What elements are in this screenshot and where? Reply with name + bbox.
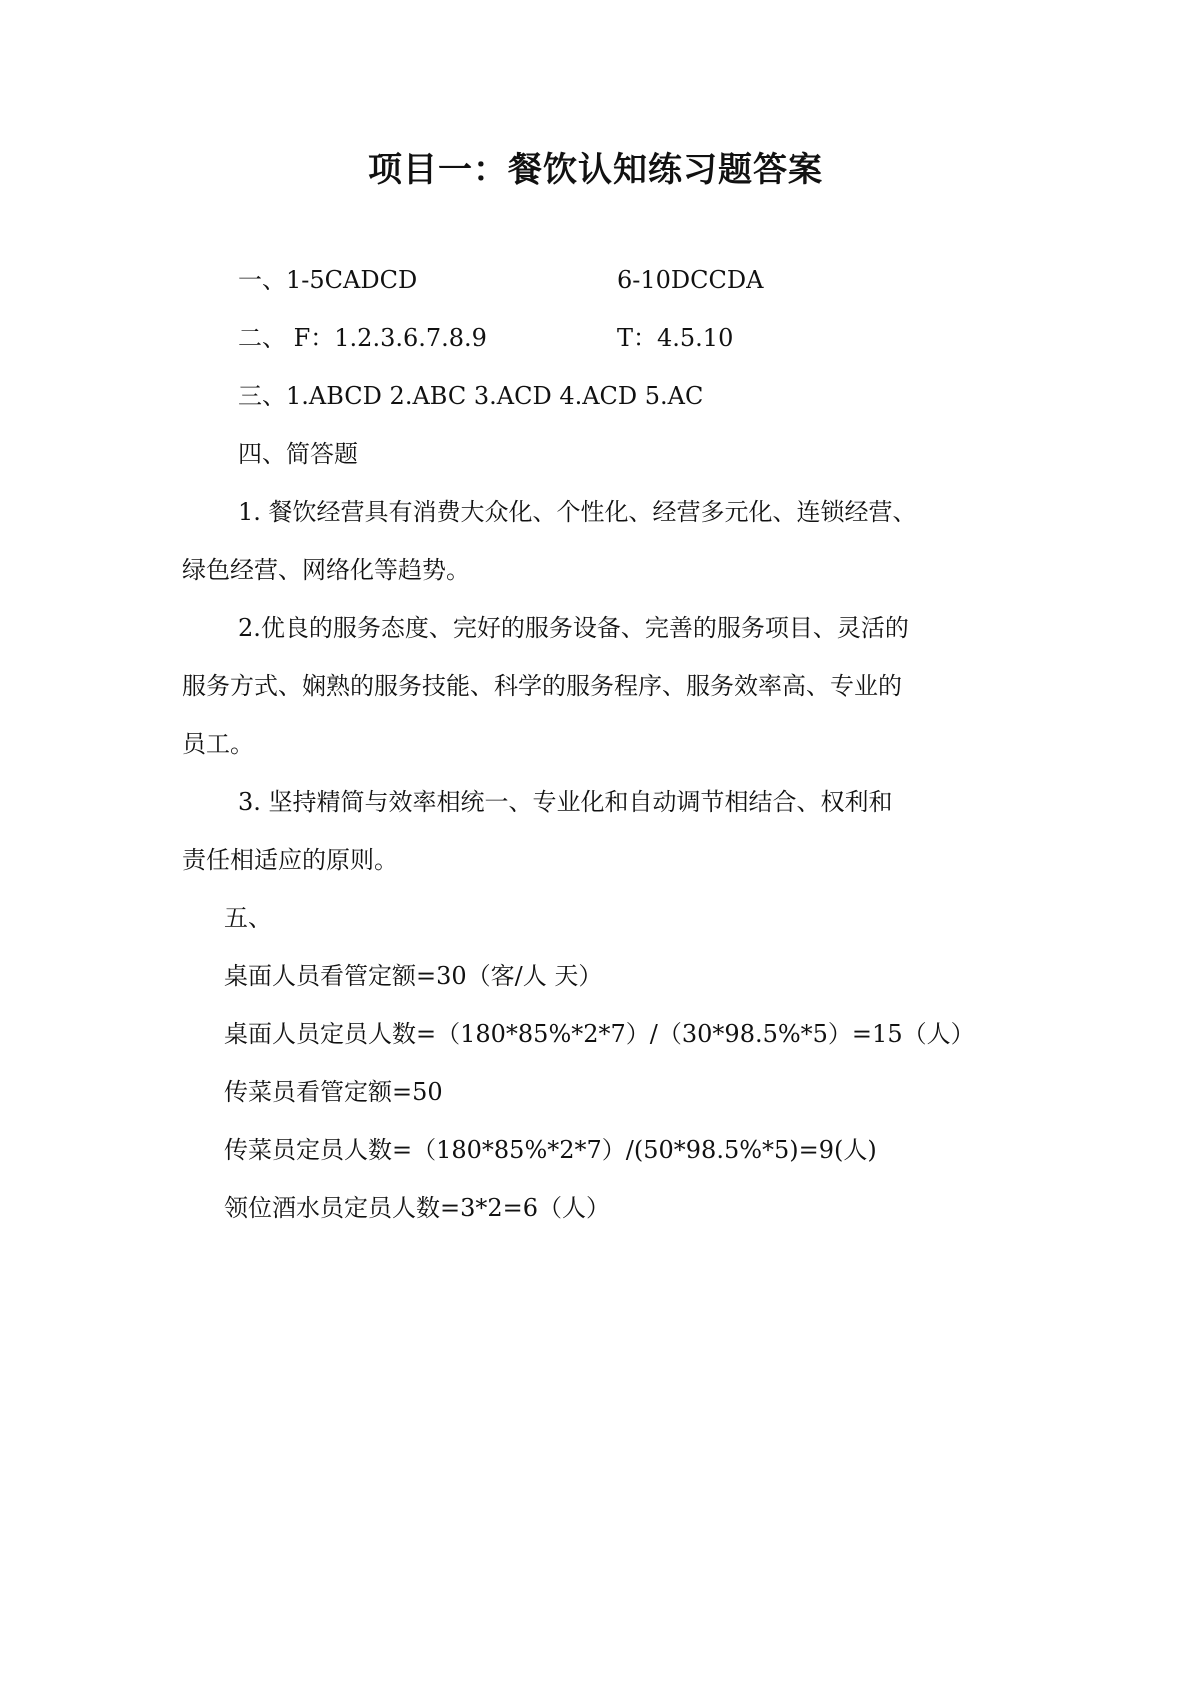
section1-answers-right: 6-10DCCDA (617, 266, 764, 294)
answer2-line1: 2.优良的服务态度、完好的服务设备、完善的服务项目、灵活的 (238, 614, 909, 642)
page-title: 项目一：餐饮认知练习题答案 (368, 150, 823, 190)
answer1-line1: 1. 餐饮经营具有消费大众化、个性化、经营多元化、连锁经营、 (238, 498, 917, 526)
calc-line2: 桌面人员定员人数=（180*85%*2*7）/（30*98.5%*5）=15（人） (224, 1020, 975, 1048)
section2-answers-true: T：4.5.10 (617, 324, 734, 352)
answer2-line3: 员工。 (182, 730, 254, 758)
section4-heading: 四、简答题 (238, 440, 358, 468)
answer3-line2: 责任相适应的原则。 (182, 846, 398, 874)
calc-line4: 传菜员定员人数=（180*85%*2*7）/(50*98.5%*5)=9(人) (224, 1136, 877, 1164)
section3-answers: 三、1.ABCD 2.ABC 3.ACD 4.ACD 5.AC (238, 382, 704, 410)
section5-heading: 五、 (224, 904, 272, 932)
section2-answers-false: 二、 F：1.2.3.6.7.8.9 (238, 324, 487, 352)
answer2-line2: 服务方式、娴熟的服务技能、科学的服务程序、服务效率高、专业的 (182, 672, 902, 700)
calc-line3: 传菜员看管定额=50 (224, 1078, 443, 1106)
calc-line5: 领位酒水员定员人数=3*2=6（人） (224, 1194, 611, 1222)
calc-line1: 桌面人员看管定额=30（客/人 天） (224, 962, 603, 990)
answer1-line2: 绿色经营、网络化等趋势。 (182, 556, 470, 584)
section1-answers-left: 一、1-5CADCD (238, 266, 418, 294)
answer3-line1: 3. 坚持精简与效率相统一、专业化和自动调节相结合、权利和 (238, 788, 893, 816)
